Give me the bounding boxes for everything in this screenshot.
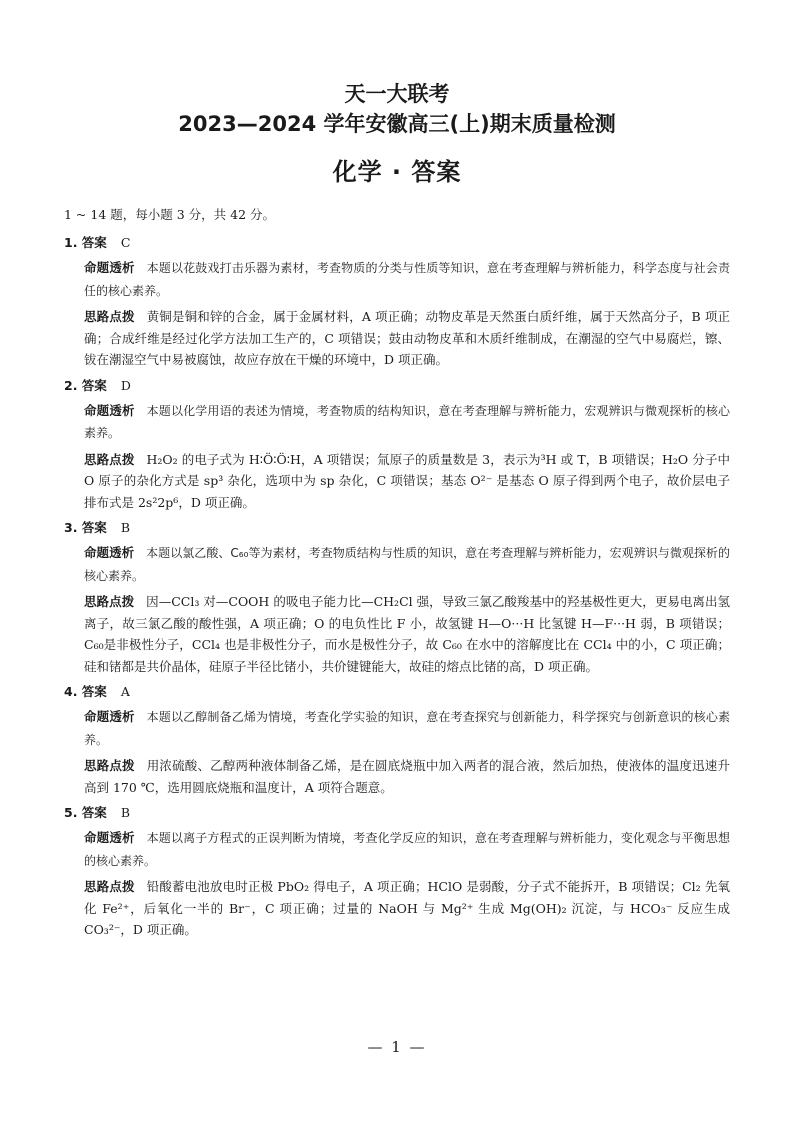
- hint-paragraph: [84, 876, 730, 941]
- exam-title: 2023—2024 学年安徽高三(上)期末质量检测: [178, 112, 616, 136]
- subject-title: 化学 · 答案: [332, 158, 462, 186]
- answer-value: A: [120, 684, 130, 699]
- analysis-tag: 命题透析: [84, 709, 135, 724]
- hint-paragraph: [84, 306, 730, 371]
- hint-tag: 思路点拨: [84, 758, 135, 773]
- analysis-paragraph: [84, 400, 730, 445]
- answer-value: B: [120, 520, 130, 535]
- exam-org: 天一大联考: [344, 82, 450, 106]
- analysis-text: 本题以化学用语的表述为情境，考查物质的结构知识，意在考查理解与辨析能力，宏观辨识与微观探析的核心素养。: [84, 403, 730, 440]
- answer-label: 2. 答案: [64, 377, 107, 393]
- answer-label: 5. 答案: [64, 805, 107, 820]
- hint-tag: 思路点拨: [84, 309, 135, 324]
- question-1: [64, 233, 730, 371]
- hint-paragraph: [84, 755, 730, 798]
- question-header: [64, 233, 730, 253]
- scoring-intro: 1 ~ 14 题，每小题 3 分，共 42 分。: [64, 207, 276, 222]
- answer-value: B: [120, 805, 130, 820]
- analysis-tag: 命题透析: [84, 830, 135, 845]
- analysis-text: 本题以离子方程式的正误判断为情境，考查化学反应的知识，意在考查理解与辨析能力，变化观念与平衡思想的核心素养。: [84, 831, 730, 868]
- answer-body: [64, 205, 730, 946]
- analysis-tag: 命题透析: [84, 260, 135, 275]
- question-header: [64, 376, 730, 396]
- analysis-paragraph: [84, 542, 730, 587]
- analysis-text: 本题以氯乙酸、C₆₀等为素材，考查物质结构与性质的知识，意在考查理解与辨析能力，宏观辨识与微观探析的核心素养。: [84, 546, 730, 583]
- answer-value: C: [120, 235, 131, 250]
- hint-paragraph: [84, 449, 730, 514]
- question-5: [64, 803, 730, 941]
- analysis-paragraph: [84, 827, 730, 872]
- answer-label: 4. 答案: [64, 684, 107, 699]
- answer-value: D: [120, 377, 131, 393]
- hint-tag: 思路点拨: [84, 594, 135, 609]
- question-header: [64, 518, 730, 538]
- analysis-tag: 命题透析: [84, 402, 135, 418]
- question-3: [64, 518, 730, 677]
- analysis-text: 本题以花鼓戏打击乐器为素材，考查物质的分类与性质等知识，意在考查理解与辨析能力，科学态度与社会责任的核心素养。: [84, 261, 730, 298]
- hint-text: 黄铜是铜和锌的合金，属于金属材料，A 项正确；动物皮革是天然蛋白质纤维，属于天然高分子，B 项正确；合成纤维是经过化学方法加工生产的，C 项错误；鼓由动物皮革和木质纤维制成，在潮湿的空气中易腐烂，镲、钹在潮湿空气中易被腐蚀，故应存放在干燥的环境中，D 项正确。: [84, 309, 730, 367]
- hint-paragraph: [84, 591, 730, 677]
- answer-label: 3. 答案: [64, 520, 107, 535]
- analysis-paragraph: [84, 257, 730, 302]
- answer-label: 1. 答案: [64, 235, 107, 250]
- analysis-text: 本题以乙醇制备乙烯为情境，考查化学实验的知识，意在考查探究与创新能力，科学探究与创新意识的核心素养。: [84, 710, 730, 747]
- question-4: [64, 682, 730, 798]
- question-header: [64, 803, 730, 823]
- analysis-tag: 命题透析: [84, 545, 135, 560]
- question-header: [64, 682, 730, 702]
- hint-tag: 思路点拨: [84, 879, 135, 894]
- hint-tag: 思路点拨: [84, 451, 135, 467]
- hint-text: 用浓硫酸、乙醇两种液体制备乙烯，是在圆底烧瓶中加入两者的混合液，然后加热，使液体的温度迅速升高到 170 ℃，选用圆底烧瓶和温度计，A 项符合题意。: [84, 758, 730, 795]
- page-number: — 1 —: [367, 1038, 427, 1056]
- hint-text: 铅酸蓄电池放电时正极 PbO₂ 得电子，A 项正确；HClO 是弱酸，分子式不能拆开，B 项错误；Cl₂ 先氧化 Fe²⁺，后氧化一半的 Br⁻，C 项正确；过量的 NaOH 与 Mg²⁺ 生成 Mg(OH)₂ 沉淀，与 HCO₃⁻ 反应生成 CO₃²⁻，D 项正确。: [84, 879, 730, 937]
- analysis-paragraph: [84, 706, 730, 751]
- hint-text: H₂O₂ 的电子式为 H∶Ö∶Ö∶H，A 项错误；氚原子的质量数是 3，表示为³H 或 T，B 项错误；H₂O 分子中 O 原子的杂化方式是 sp³ 杂化，选项中为 sp 杂化，C 项错误；基态 O²⁻ 是基态 O 原子得到两个电子，故价层电子排布式是 2s²2p⁶，D 项正确。: [84, 451, 730, 510]
- hint-text: 因—CCl₃ 对—COOH 的吸电子能力比—CH₂Cl 强，导致三氯乙酸羧基中的羟基极性更大，更易电离出氢离子，故三氯乙酸的酸性强，A 项正确；O 的电负性比 F 小，故氢键 H—O···H 比氢键 H—F···H 弱，B 项错误；C₆₀是非极性分子，CCl₄ 也是非极性分子，而水是极性分子，故 C₆₀ 在水中的溶解度比在 CCl₄ 中的小，C 项正确；硅和锗都是共价晶体，硅原子半径比锗小，共价键键能大，故硅的熔点比锗的高，D 项正确。: [84, 594, 730, 674]
- question-2: [64, 376, 730, 514]
